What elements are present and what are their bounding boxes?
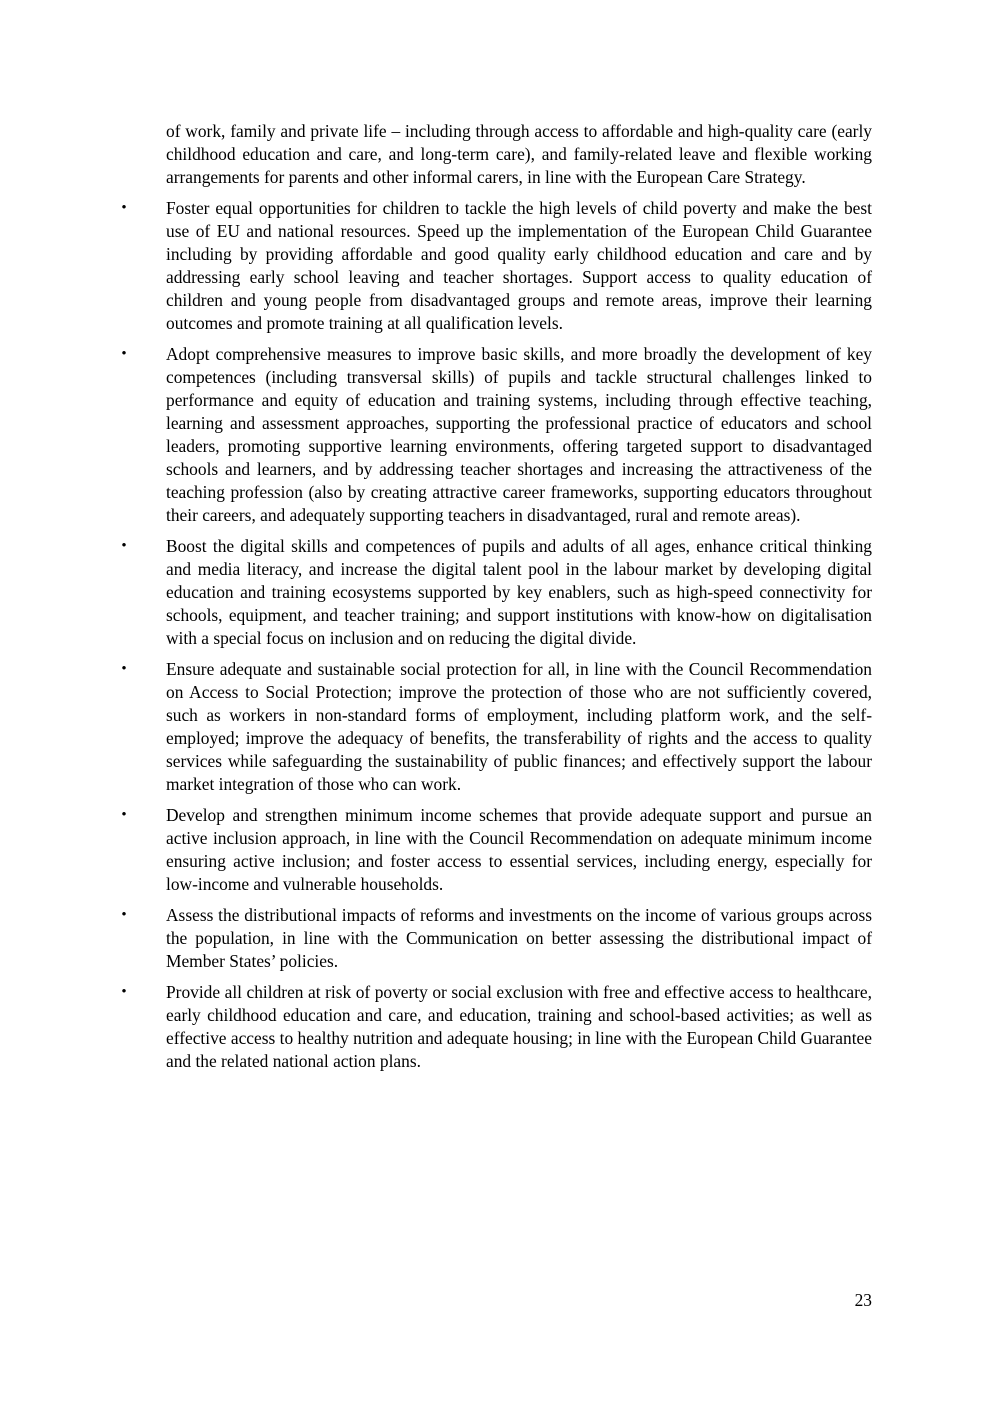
bullet-icon: • [121, 200, 127, 216]
bullet-item-child-guarantee [121, 981, 872, 1073]
bullet-item-distributional-impacts [121, 904, 872, 973]
bullet-icon: • [121, 907, 127, 923]
bullet-text: Ensure adequate and sustainable social protection for all, in line with the Council Recommendation on Access to Social Protection; improve the protection of those who are not sufficiently covered, such as workers in non-standard forms of employment, including platform work, and the self-employed; improve the adequacy of benefits, the transferability of rights and the access to quality services while safeguarding the sustainability of public finances; and effectively support the labour market integration of those who can work. [166, 659, 872, 794]
bullet-icon: • [121, 984, 127, 1000]
page-number: 23 [854, 1290, 872, 1310]
bullet-icon: • [121, 538, 127, 554]
bullet-text: Foster equal opportunities for children to tackle the high levels of child poverty and make the best use of EU and national resources. Speed up the implementation of the European Child Guarantee including by providing affordable and good quality early childhood education and care and by addressing early school leaving and teacher shortages. Support access to quality education of children and young people from disadvantaged groups and remote areas, improve their learning outcomes and promote training at all qualification levels. [166, 198, 872, 333]
bullet-text: Develop and strengthen minimum income schemes that provide adequate support and pursue an active inclusion approach, in line with the Council Recommendation on adequate minimum income ensuring active inclusion; and foster access to essential services, including energy, especially for low-income and vulnerable households. [166, 805, 872, 894]
bullet-item-basic-skills [121, 343, 872, 527]
page-body [121, 120, 872, 1073]
bullet-icon: • [121, 346, 127, 362]
continuation-paragraph: of work, family and private life – including through access to affordable and high-quality care (early childhood education and care, and long-term care), and family-related leave and flexible working arrangements for parents and other informal carers, in line with the European Care Strategy. [166, 121, 872, 187]
bullet-text: Provide all children at risk of poverty or social exclusion with free and effective access to healthcare, early childhood education and care, and education, training and school-based activities; as well as effective access to healthy nutrition and adequate housing; in line with the European Child Guarantee and the related national action plans. [166, 982, 872, 1071]
bullet-item-child-opportunities [121, 197, 872, 335]
bullet-item-social-protection [121, 658, 872, 796]
bullet-item-digital-skills [121, 535, 872, 650]
bullet-text: Assess the distributional impacts of reforms and investments on the income of various groups across the population, in line with the Communication on better assessing the distributional impact of Member States’ policies. [166, 905, 872, 971]
bullet-text: Adopt comprehensive measures to improve basic skills, and more broadly the development of key competences (including transversal skills) of pupils and tackle structural challenges linked to performance and equity of education and training systems, including through effective teaching, learning and assessment approaches, supporting the professional practice of educators and school leaders, promoting supportive learning environments, offering targeted support to disadvantaged schools and learners, and by addressing teacher shortages and increasing the attractiveness of the teaching profession (also by creating attractive career frameworks, supporting educators throughout their careers, and adequately supporting teachers in disadvantaged, rural and remote areas). [166, 344, 872, 525]
bullet-item-minimum-income [121, 804, 872, 896]
bullet-text: Boost the digital skills and competences of pupils and adults of all ages, enhance critical thinking and media literacy, and increase the digital talent pool in the labour market by developing digital education and training ecosystems supported by key enablers, such as high-speed connectivity for schools, equipment, and teacher training; and support institutions with know-how on digitalisation with a special focus on inclusion and on reducing the digital divide. [166, 536, 872, 648]
bullet-icon: • [121, 807, 127, 823]
bullet-icon: • [121, 661, 127, 677]
